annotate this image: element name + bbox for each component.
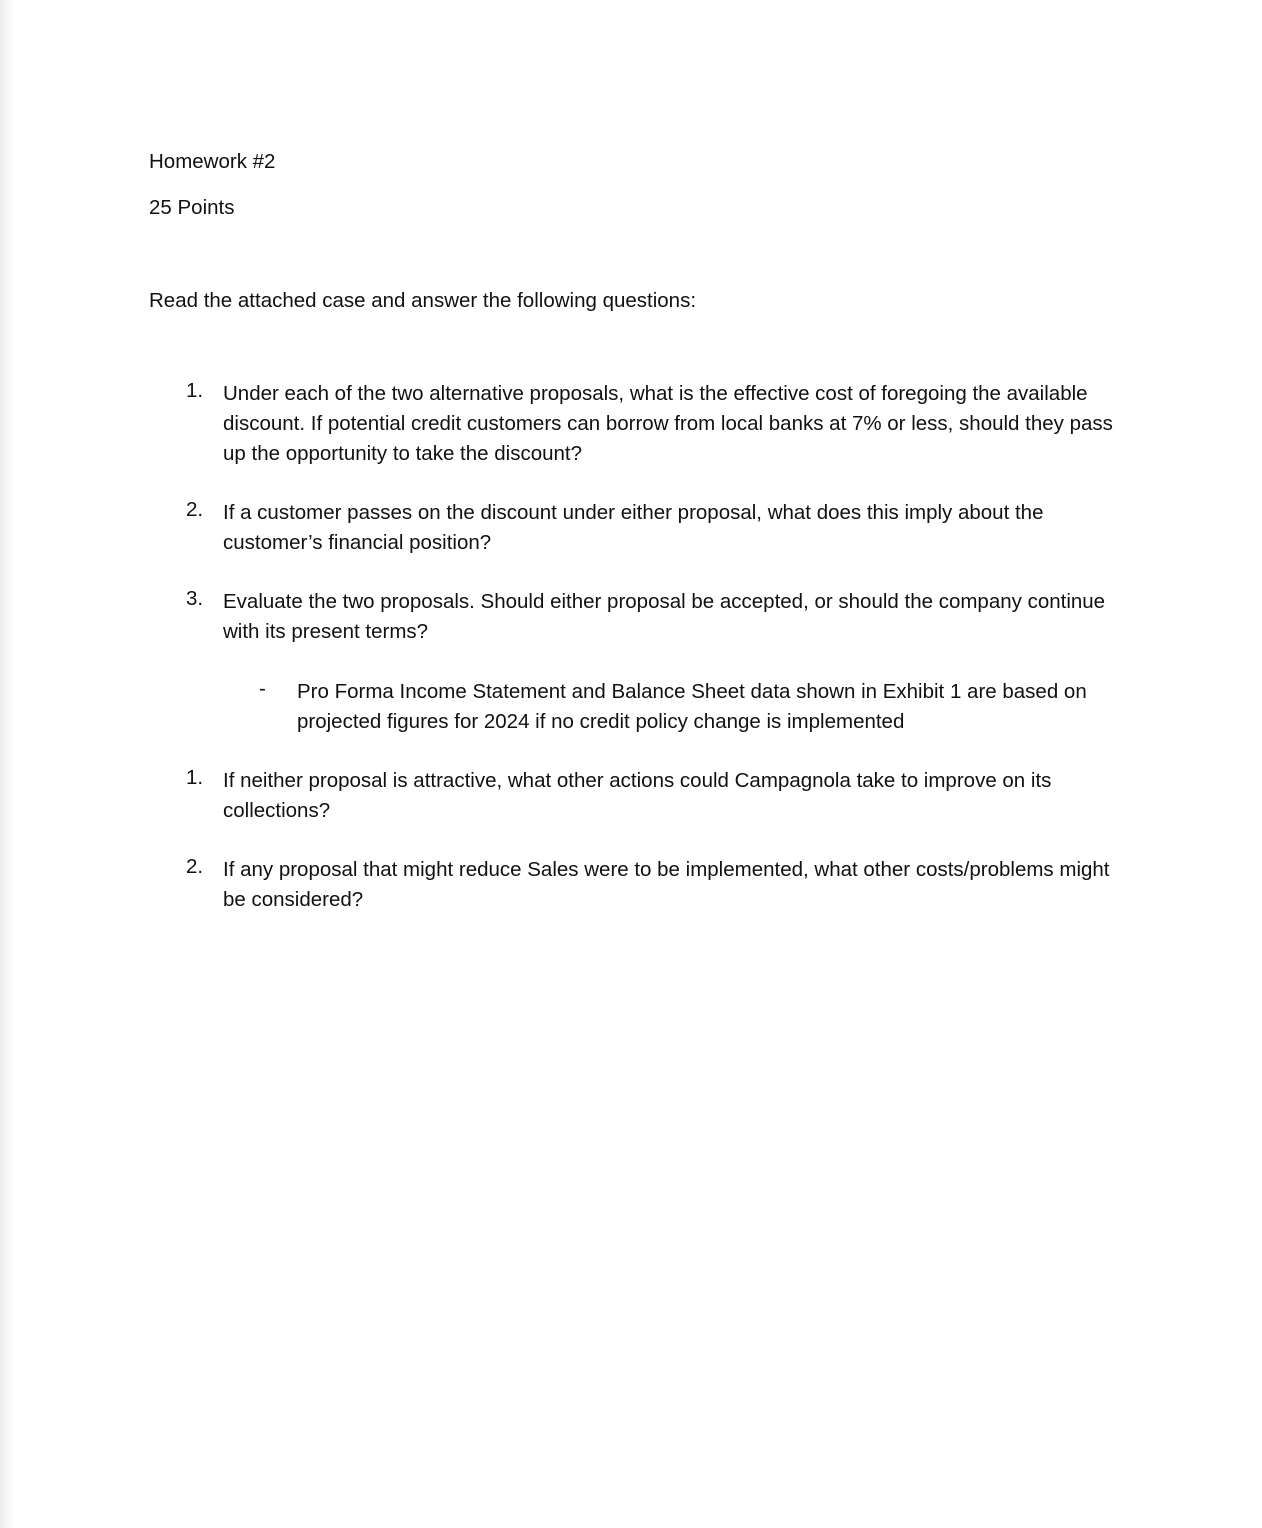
question-item bbox=[186, 498, 1146, 558]
question-number: 3. bbox=[186, 587, 204, 610]
question-text: Under each of the two alternative proposals, what is the effective cost of foregoing the available discount. If potential credit customers can borrow from local banks at 7% or less, should they pass up the opportunity to take the discount? bbox=[223, 382, 1113, 465]
note-text: Pro Forma Income Statement and Balance Sheet data shown in Exhibit 1 are based on projected figures for 2024 if no credit policy change is implemented bbox=[297, 680, 1087, 733]
note-bullet bbox=[259, 677, 1139, 737]
points-label: 25 Points bbox=[149, 196, 235, 219]
question-number: 1. bbox=[186, 379, 204, 402]
page-edge-shadow bbox=[0, 0, 14, 1528]
question-text: Evaluate the two proposals. Should either proposal be accepted, or should the company continue with its present terms? bbox=[223, 590, 1106, 643]
question-item bbox=[186, 587, 1146, 647]
instructions-text: Read the attached case and answer the following questions: bbox=[149, 289, 697, 312]
bullet-dash: - bbox=[259, 677, 266, 700]
question-item bbox=[186, 766, 1146, 826]
document-title: Homework #2 bbox=[149, 150, 276, 173]
question-item bbox=[186, 855, 1146, 915]
question-number: 2. bbox=[186, 855, 204, 878]
question-number: 2. bbox=[186, 498, 204, 521]
question-item bbox=[186, 379, 1146, 469]
question-text: If a customer passes on the discount under either proposal, what does this imply about the customer’s financial position? bbox=[223, 501, 1044, 554]
question-number: 1. bbox=[186, 766, 204, 789]
question-text: If neither proposal is attractive, what other actions could Campagnola take to improve on its collections? bbox=[223, 769, 1052, 822]
question-text: If any proposal that might reduce Sales were to be implemented, what other costs/problems might be considered? bbox=[223, 858, 1110, 911]
